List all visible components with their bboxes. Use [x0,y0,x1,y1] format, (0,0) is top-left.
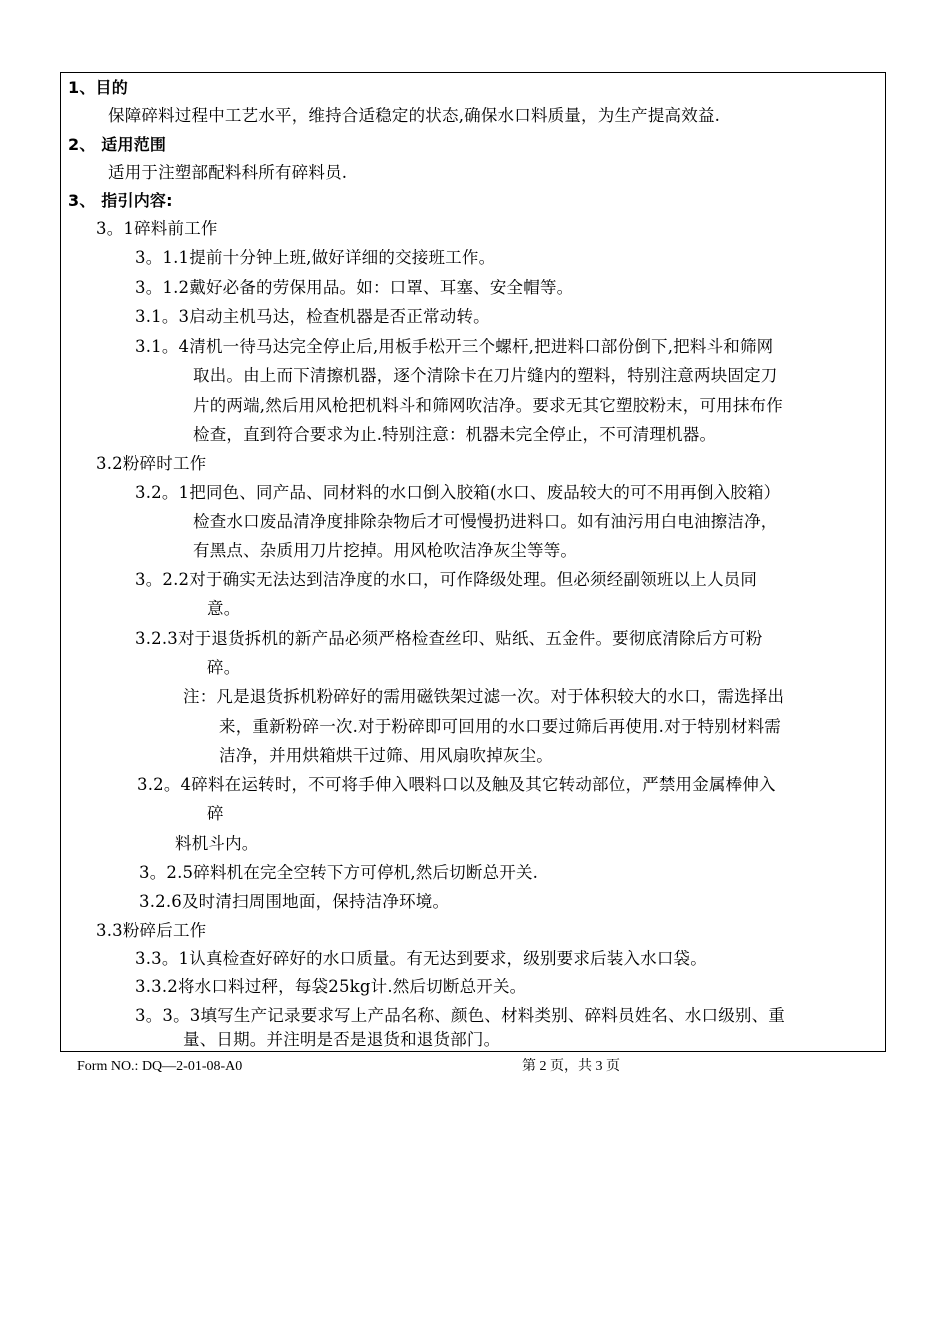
item-3-3-3-line-2: 量、日期。并注明是否是退货和退货部门。 [183,1030,501,1049]
item-3-2-5: 3。2.5碎料机在完全空转下方可停机,然后切断总开关. [139,863,539,882]
item-3-1-4-line-4: 检查，直到符合要求为止.特别注意：机器未完全停止，不可清理机器。 [193,425,717,444]
section-1-text: 保障碎料过程中工艺水平，维持合适稳定的状态,确保水口料质量，为生产提高效益. [108,106,721,125]
item-3-2-4-line-3: 料机斗内。 [175,834,259,853]
item-3-1-4-line-2: 取出。由上而下清擦机器，逐个清除卡在刀片缝内的塑料，特别注意两块固定刀 [193,366,778,385]
section-2-text: 适用于注塑部配料科所有碎料员. [108,163,348,182]
item-3-2-6: 3.2.6及时清扫周围地面，保持洁净环境。 [139,892,450,911]
item-3-3-2: 3.3.2将水口料过秤，每袋25kg计.然后切断总开关。 [135,977,527,996]
item-3-1-4-line-3: 片的两端,然后用风枪把机料斗和筛网吹洁净。要求无其它塑胶粉末，可用抹布作 [193,396,783,415]
item-3-2-2-line-1: 3。2.2对于确实无法达到洁净度的水口，可作降级处理。但必须经副领班以上人员同 [135,570,758,589]
page-number: 第 2 页，共 3 页 [522,1059,620,1074]
item-3-1-4-line-1: 3.1。4清机一待马达完全停止后,用板手松开三个螺杆,把进料口部份倒下,把料斗和筛网 [135,337,774,356]
item-3-2-4-line-1: 3.2。4碎料在运转时，不可将手伸入喂料口以及触及其它转动部位，严禁用金属棒伸入 [137,775,776,794]
subsection-3-3-heading: 3.3粉碎后工作 [96,921,207,940]
section-3-heading: 3、 指引内容: [68,191,173,210]
item-3-2-1-line-2: 检查水口废品清净度排除杂物后才可慢慢扔进料口。如有油污用白电油擦洁净， [193,512,778,531]
section-2-heading: 2、 适用范围 [68,135,167,154]
item-3-2-1-line-3: 有黑点、杂质用刀片挖掉。用风枪吹洁净灰尘等等。 [193,541,578,560]
section-1-heading: 1、目的 [68,78,128,97]
note-line-1: 注：凡是退货拆机粉碎好的需用磁铁架过滤一次。对于体积较大的水口，需选择出 [183,687,785,706]
note-line-3: 洁净，并用烘箱烘干过筛、用风扇吹掉灰尘。 [219,746,553,765]
item-3-3-3-line-1: 3。3。3填写生产记录要求写上产品名称、颜色、材料类别、碎料员姓名、水口级别、重 [135,1006,785,1025]
item-3-2-4-line-2: 碎 [207,804,224,823]
item-3-1-2: 3。1.2戴好必备的劳保用品。如：口罩、耳塞、安全帽等。 [135,278,574,297]
item-3-2-3-line-2: 碎。 [207,658,241,677]
item-3-2-3-line-1: 3.2.3对于退货拆机的新产品必须严格检查丝印、贴纸、五金件。要彻底清除后方可粉 [135,629,763,648]
note-line-2: 来，重新粉碎一次.对于粉碎即可回用的水口要过筛后再使用.对于特别材料需 [219,717,781,736]
item-3-2-2-line-2: 意。 [207,599,241,618]
item-3-3-1: 3.3。1认真检查好碎好的水口质量。有无达到要求，级别要求后装入水口袋。 [135,949,707,968]
form-number: Form NO.: DQ—2-01-08-A0 [77,1059,243,1074]
subsection-3-2-heading: 3.2粉碎时工作 [96,454,207,473]
item-3-2-1-line-1: 3.2。1把同色、同产品、同材料的水口倒入胶箱(水口、废品较大的可不用再倒入胶箱） [135,483,781,502]
item-3-1-1: 3。1.1提前十分钟上班,做好详细的交接班工作。 [135,248,496,267]
subsection-3-1-heading: 3。1碎料前工作 [96,219,218,238]
item-3-1-3: 3.1。3启动主机马达，检查机器是否正常动转。 [135,307,490,326]
